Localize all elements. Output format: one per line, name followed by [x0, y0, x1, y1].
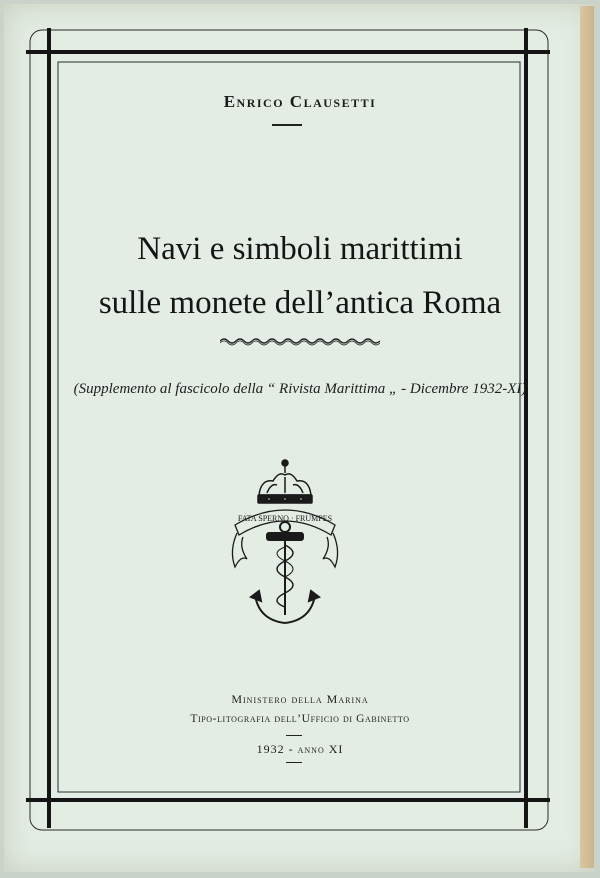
title-line-1: Navi e simboli marittimi: [137, 231, 463, 267]
supplement-note: (Supplemento al fascicolo della “ Rivista Marittima „ - Dicembre 1932-XI): [73, 381, 527, 397]
author-underline: [272, 124, 302, 126]
year-underline: [286, 762, 302, 763]
crowned-anchor-emblem-icon: [225, 455, 345, 635]
title-line-2: sulle monete dell’antica Roma: [98, 285, 502, 321]
publisher-divider: [286, 735, 302, 736]
author-name: Enrico Clausetti: [223, 92, 377, 111]
wavy-ornament-divider: [220, 334, 380, 348]
emblem-motto: FATA SPERNO · FRUMPES: [237, 514, 333, 523]
book-title: [0, 222, 600, 330]
publisher-press: Tipo-litografia dell’Ufficio di Gabinetto: [190, 713, 410, 725]
publication-year: 1932 - anno XI: [256, 742, 344, 756]
publisher-ministry: Ministero della Marina: [231, 692, 369, 706]
